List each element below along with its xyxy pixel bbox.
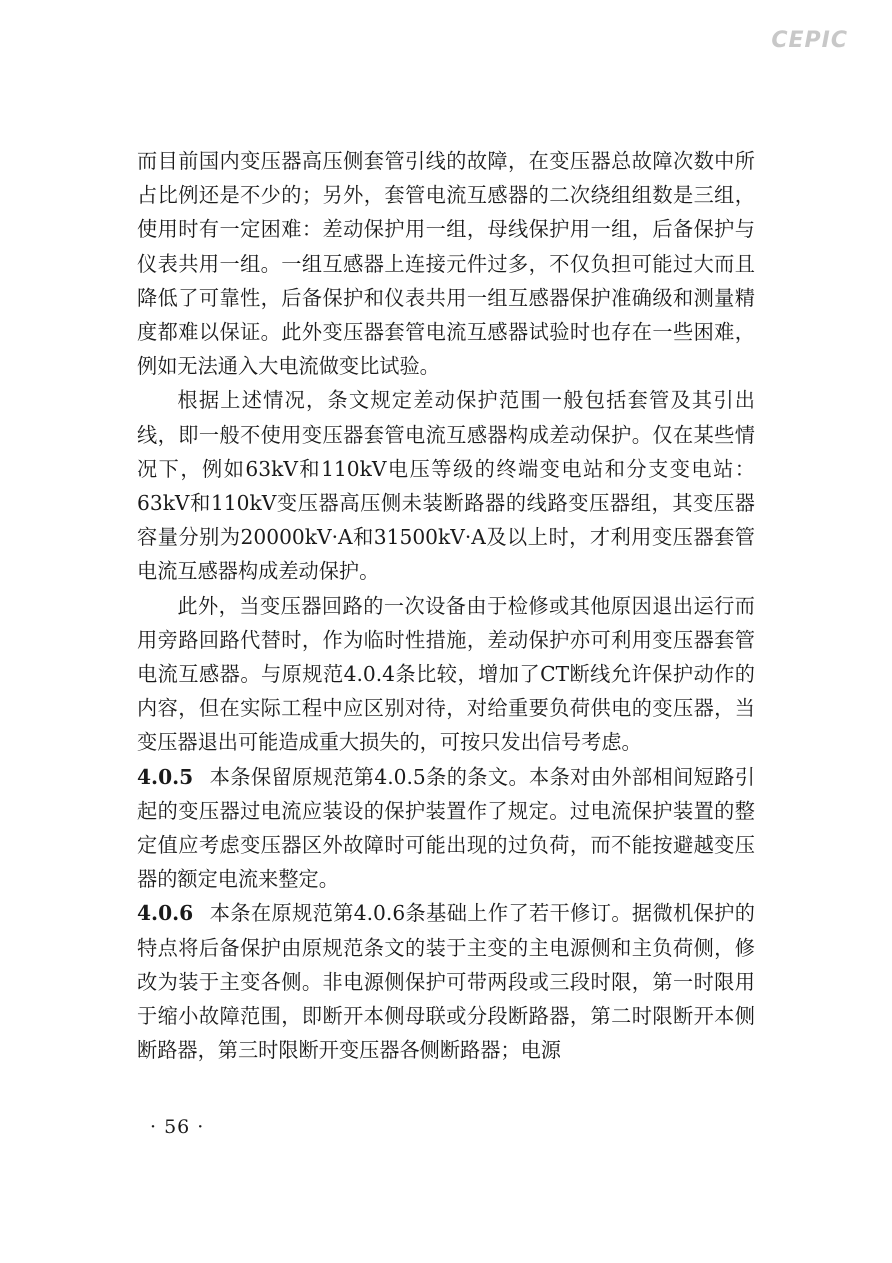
clause-paragraph xyxy=(137,760,755,897)
clause-number: 4.0.5 xyxy=(137,764,194,789)
page-number: · 56 · xyxy=(150,1116,205,1138)
paragraph-text: 此外，当变压器回路的一次设备由于检修或其他原因退出运行而用旁路回路代替时，作为临时性措施，差动保护亦可利用变压器套管电流互感器。与原规范4.0.4条比较，增加了CT断线允许保护动作的内容，但在实际工程中应区别对待，对给重要负荷供电的变压器，当变压器退出可能造成重大损失的，可按只发出信号考虑。 xyxy=(137,593,755,755)
paragraph xyxy=(137,589,755,760)
clause-number: 4.0.6 xyxy=(137,901,194,926)
clause-text: 本条在原规范第4.0.6条基础上作了若干修订。据微机保护的特点将后备保护由原规范条文的装于主变的主电源侧和主负荷侧，修改为装于主变各侧。非电源侧保护可带两段或三段时限，第一时限用于缩小故障范围，即断开本侧母联或分段断路器，第二时限断开本侧断路器，第三时限断开变压器各侧断路器；电源 xyxy=(137,901,755,1063)
body-text xyxy=(137,144,755,1067)
clause-text: 本条保留原规范第4.0.5条的条文。本条对由外部相间短路引起的变压器过电流应装设的保护装置作了规定。过电流保护装置的整定值应考虑变压器区外故障时可能出现的过负荷，而不能按避越变压器的额定电流来整定。 xyxy=(137,764,755,892)
paragraph-text: 而目前国内变压器高压侧套管引线的故障，在变压器总故障次数中所占比例还是不少的；另外，套管电流互感器的二次绕组组数是三组，使用时有一定困难：差动保护用一组，母线保护用一组，后备保护与仪表共用一组。一组互感器上连接元件过多，不仅负担可能过大而且降低了可靠性，后备保护和仪表共用一组互感器保护准确级和测量精度都难以保证。此外变压器套管电流互感器试验时也存在一些困难，例如无法通入大电流做变比试验。 xyxy=(137,149,755,379)
paragraph-text: 根据上述情况，条文规定差动保护范围一般包括套管及其引出线，即一般不使用变压器套管电流互感器构成差动保护。仅在某些情况下，例如63kV和110kV电压等级的终端变电站和分支变电站：63kV和110kV变压器高压侧未装断路器的线路变压器组，其变压器容量分别为20000kV·A和31500kV·A及以上时，才利用变压器套管电流互感器构成差动保护。 xyxy=(137,388,755,584)
paragraph xyxy=(137,383,755,588)
clause-paragraph xyxy=(137,896,755,1067)
paragraph xyxy=(137,144,755,383)
publisher-logo: CEPIC xyxy=(771,28,848,53)
